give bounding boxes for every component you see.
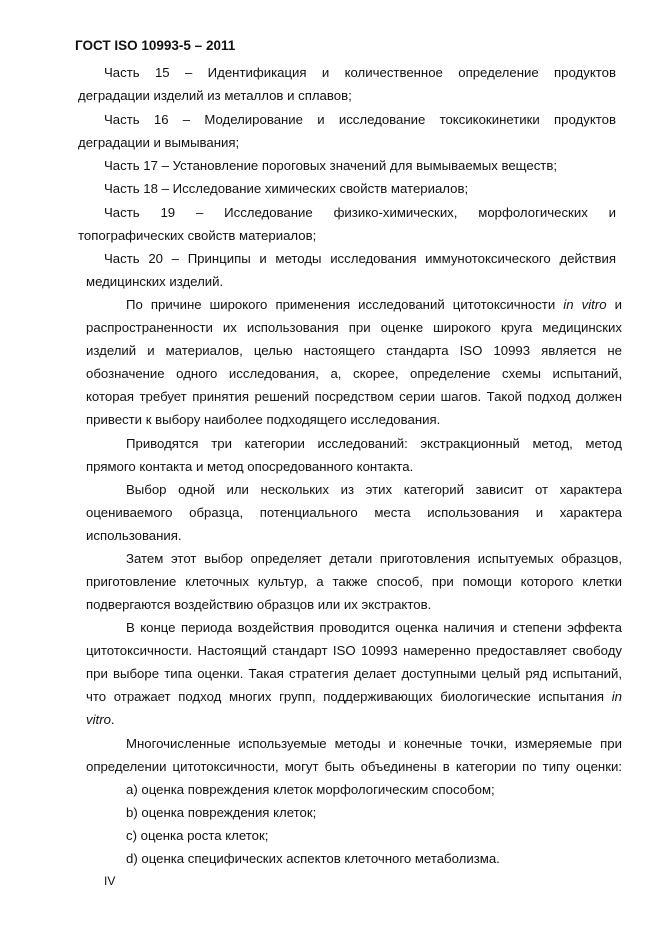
para3-line3: использования. — [86, 528, 182, 543]
part-19-line2: топографических свойств материалов; — [78, 228, 317, 243]
para5-line4 — [86, 689, 622, 705]
para5-italic-in: in — [611, 689, 622, 704]
para1-line6: привести к выбору наиболее подходящего исследования. — [86, 412, 441, 427]
part-19-line1: Часть 19 – Исследование физико-химических, морфологических и — [104, 205, 616, 220]
para5-line2: цитотоксичности. Настоящий стандарт ISO 10993 намеренно предоставляет свободу — [86, 643, 622, 658]
para4-line3: подвергаются воздействию образцов или их экстрактов. — [86, 597, 432, 612]
document-header: ГОСТ ISO 10993-5 – 2011 — [75, 38, 236, 53]
part-15-line2: деградации изделий из металлов и сплавов; — [78, 88, 352, 103]
para3-line1: Выбор одной или нескольких из этих категорий зависит от характера — [126, 482, 622, 497]
para1-line3: изделий и материалов, целью настоящего стандарта ISO 10993 является не — [86, 343, 622, 358]
para4-line2: приготовление клеточных культур, а также способ, при помощи которого клетки — [86, 574, 622, 589]
list-item: d) оценка специфических аспектов клеточного метаболизма. — [126, 851, 500, 866]
para1-text-b: и — [614, 297, 622, 312]
para1-line5: которая требует принятия решений посредством серии шагов. Такой подход должен — [86, 389, 622, 404]
para5-text: что отражает подход многих групп, поддерживающих биологические испытания — [86, 689, 605, 704]
part-18: Часть 18 – Исследование химических свойств материалов; — [104, 181, 469, 196]
part-15-line1: Часть 15 – Идентификация и количественное определение продуктов — [104, 65, 616, 80]
para5-line5 — [86, 712, 115, 728]
list-item: c) оценка роста клеток; — [126, 828, 269, 843]
para1-text-a: По причине широкого применения исследований цитотоксичности — [126, 297, 556, 312]
list-item: a) оценка повреждения клеток морфологическим способом; — [126, 782, 495, 797]
para1-line1 — [126, 297, 622, 313]
para2-line2: прямого контакта и метод опосредованного контакта. — [86, 459, 414, 474]
para1-line4: обозначение одного исследования, а, скорее, определение схемы испытаний, — [86, 366, 622, 381]
para1-line2: распространенности их использования при оценке широкого круга медицинских — [86, 320, 622, 335]
para5-italic-vitro: vitro — [86, 712, 111, 727]
para6-line2: определении цитотоксичности, могут быть объединены в категории по типу оценки: — [86, 759, 622, 774]
para2-line1: Приводятся три категории исследований: экстракционный метод, метод — [126, 436, 622, 451]
list-item: b) оценка повреждения клеток; — [126, 805, 317, 820]
para5-line1: В конце периода воздействия проводится оценка наличия и степени эффекта — [126, 620, 622, 635]
para1-italic: in vitro — [563, 297, 607, 312]
para5-period: . — [110, 712, 115, 727]
para6-line1: Многочисленные используемые методы и конечные точки, измеряемые при — [126, 736, 622, 751]
part-16-line2: деградации и вымывания; — [78, 135, 240, 150]
part-20-line2: медицинских изделий. — [86, 274, 224, 289]
para4-line1: Затем этот выбор определяет детали приготовления испытуемых образцов, — [126, 551, 622, 566]
part-17: Часть 17 – Установление пороговых значений для вымываемых веществ; — [104, 158, 558, 173]
para3-line2: оцениваемого образца, потенциального места использования и характера — [86, 505, 622, 520]
para5-line3: при выборе типа оценки. Такая стратегия делает доступными целый ряд испытаний, — [86, 666, 622, 681]
part-16-line1: Часть 16 – Моделирование и исследование токсикокинетики продуктов — [104, 112, 616, 127]
part-20-line1: Часть 20 – Принципы и методы исследования иммунотоксического действия — [104, 251, 616, 266]
page-number: IV — [104, 874, 116, 888]
